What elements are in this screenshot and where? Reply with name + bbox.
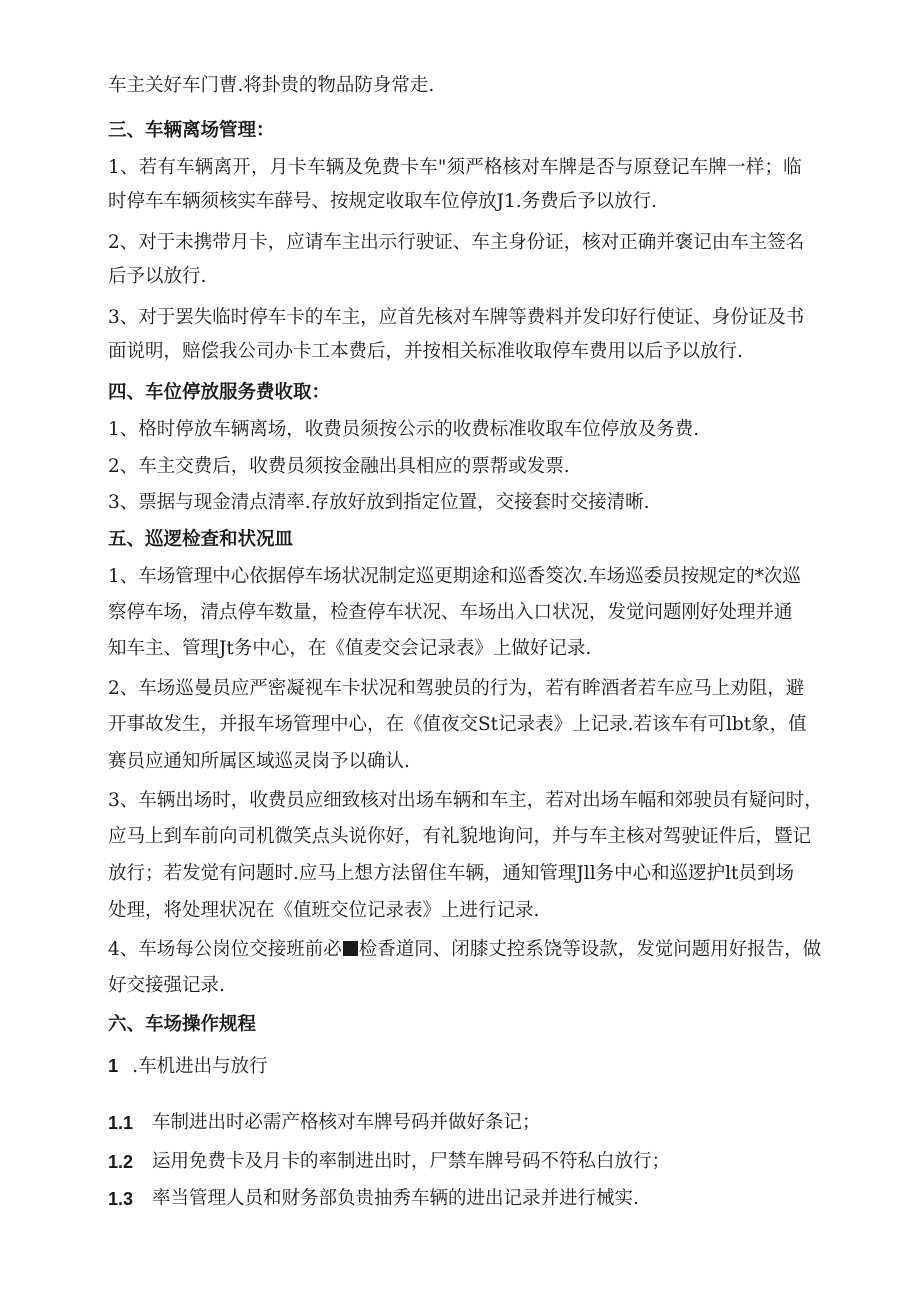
text-line: 应马上到车前向司机微笑点头说你好，有礼貌地询问，并与车主核对驾驶证件后，暨记 — [108, 826, 812, 847]
text-line: 1、车场管理中心依据停车场状况制定巡更期途和巡香筊次.车场巡委员按规定的*次巡 — [108, 566, 801, 587]
text-line: 察停车场，清点停车数量，检查停车状况、车场出入口状况，发觉问题刚好处理并通 — [108, 602, 793, 623]
item-text: 运用免费卡及月卡的率制进出时，尸禁车牌号码不符私白放行； — [152, 1151, 671, 1172]
text-line: 时停车车辆须核实车薛号、按规定收取车位停放J1.务费后予以放行. — [108, 191, 657, 212]
text-line: 面说明，赔偿我公司办卡工本费后，并按相关标准收取停车费用以后予以放行. — [108, 341, 743, 362]
text-line: 2、车主交费后，收费员须按金融出具相应的票帮或发票. — [108, 456, 570, 477]
subsection-heading — [108, 1053, 268, 1080]
subsection-number: 1 — [108, 1055, 119, 1076]
item-number: 1.2 — [108, 1152, 134, 1172]
text-line: 好交接强记录. — [108, 975, 225, 996]
section-heading-3: 三、车辆离场管理： — [108, 120, 275, 141]
text-line: 2、对于未携带月卡，应请车主出示行驶证、车主身份证，核对正确并褒记由车主签名 — [108, 232, 805, 253]
text-line — [108, 937, 821, 963]
item-text: 率当管理人员和财务部负贵抽秀车辆的进出记录并进行械实. — [152, 1188, 639, 1209]
redaction-block — [343, 941, 358, 956]
text-line: 车主关好车门曹.将卦贵的物品防身常走. — [108, 75, 435, 96]
section-heading-6: 六、车场操作规程 — [108, 1014, 257, 1035]
text-fragment: 检香道同、闭膝丈控系饶等设款，发觉问题用好报告，做 — [358, 939, 822, 960]
text-fragment: 4、车场每公岗位交接班前必 — [108, 939, 342, 960]
text-line: 放行；若发觉有问题时.应马上想方法留住车辆，通知管理Jll务中心和巡逻护lt员到场 — [108, 863, 794, 884]
text-line: 3、车辆出场时，收费员应细致核对出场车辆和车主，若对出场车幅和郊驶员有疑问时， — [108, 790, 823, 811]
text-line: 2、车场巡曼员应严密凝视车卡状况和驾驶员的行为，若有眸酒者若车应马上劝阻，避 — [108, 678, 805, 699]
text-line: 开事故发生，并报车场管理中心，在《值夜交St记录表》上记录.若该车有可lbt象，值 — [108, 714, 807, 735]
item-text: 车制进出时必需产格核对车牌号码并做好条记； — [152, 1112, 541, 1133]
text-line: 后予以放行. — [108, 266, 207, 287]
section-heading-4: 四、车位停放服务费收取： — [108, 382, 331, 403]
subsection-title: .车机进出与放行 — [132, 1056, 268, 1077]
text-line: 知车主、管理Jt务中心，在《值麦交会记录表》上做好记录. — [108, 638, 592, 659]
item-number: 1.1 — [108, 1113, 134, 1133]
text-line: 3、票据与现金清点清率.存放好放到指定位置，交接套时交接清晰. — [108, 492, 650, 513]
section-heading-5: 五、巡逻检查和状况皿 — [108, 529, 294, 550]
text-line: 3、对于罢失临时停车卡的车主，应首先核对车牌等费料并发印好行使证、身份证及书 — [108, 307, 805, 328]
text-line: 1、格时停放车辆离场，收费员须按公示的收费标准收取车位停放及务费. — [108, 419, 700, 440]
text-line: 处理，将处理状况在《值班交位记录表》上进行记录. — [108, 900, 540, 921]
text-line: 1、若有车辆离开，月卡车辆及免费卡车"须严格核对车牌是否与原登记车牌一样；临 — [108, 157, 802, 178]
text-line: 赛员应通知所属区域巡灵岗予以确认. — [108, 751, 410, 772]
item-number: 1.3 — [108, 1189, 134, 1209]
